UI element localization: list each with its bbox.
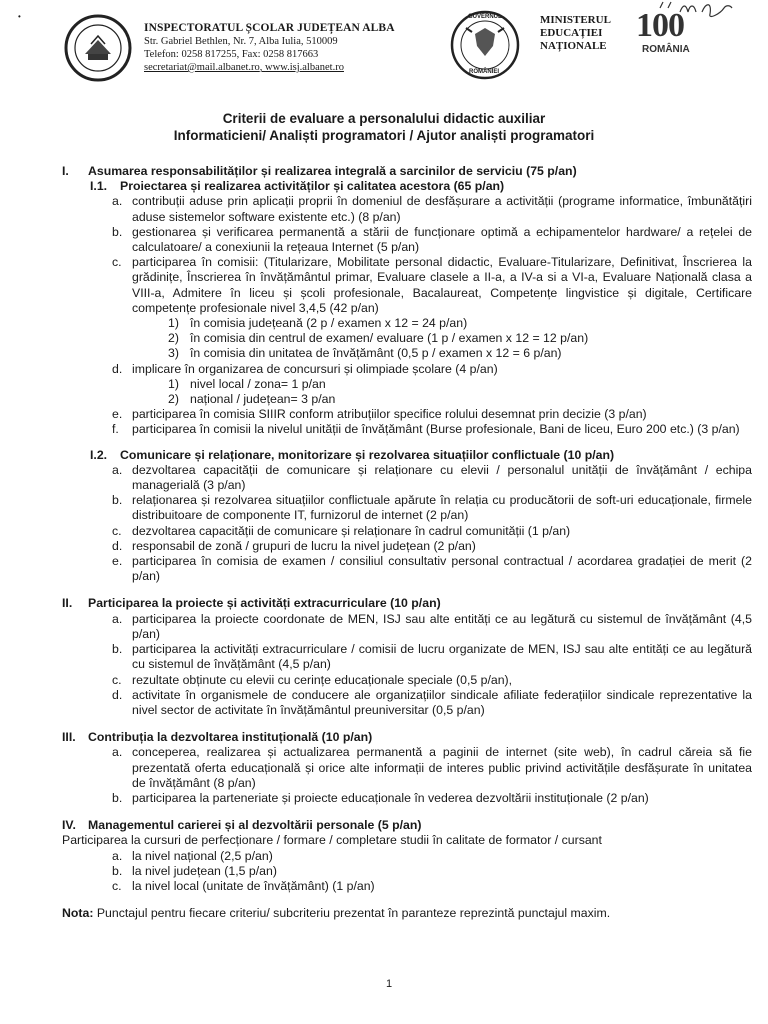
list-item: b. la nivel județean (1,5 p/an) xyxy=(112,863,277,878)
ministry-block xyxy=(540,14,611,53)
list-item: e. participarea în comisia SIIIR conform atribuțiilor specifice rolului desemnat prin decizie (3 p/an) xyxy=(112,407,647,422)
crest-text-bottom: ROMÂNIEI xyxy=(469,69,499,75)
list-item: e. participarea în comisia de examen / consiliul consultativ personal contractual / acordarea gradației de merit (2 p/an) xyxy=(112,554,752,584)
numbered-item: 1) în comisia județeană (2 p / examen x 12 = 24 p/an) xyxy=(168,316,468,331)
section-1-heading: I. Asumarea responsabilităților și realizarea integrală a sarcinilor de serviciu (75 p/an) xyxy=(62,164,577,178)
numbered-item: 2) național / județean= 3 p/an xyxy=(168,392,336,407)
list-item: a. conceperea, realizarea și actualizarea permanentă a paginii de internet (site web), în cadrul căreia să fie prezentată oferta educațională și orice alte informații de interes public privind activitățile desfășurate în unitatea de învățământ (8 p/an) xyxy=(112,745,752,790)
email-link[interactable]: secretariat@mail.albanet.ro xyxy=(144,62,260,73)
list-item: c. la nivel local (unitate de învățământ) (1 p/an) xyxy=(112,878,375,893)
page-number: 1 xyxy=(386,978,393,990)
numbered-item: 2) în comisia din centrul de examen/ evaluare (1 p / examen x 12 = 12 p/an) xyxy=(168,331,589,346)
list-item: d. responsabil de zonă / grupuri de lucru la nivel județean (2 p/an) xyxy=(112,538,476,553)
section-3-heading: III. Contribuția la dezvoltarea instituțională (10 p/an) xyxy=(62,730,373,745)
section-2-heading: II. Participarea la proiecte și activități extracurriculare (10 p/an) xyxy=(62,596,441,611)
list-item: a. participarea la proiecte coordonate de MEN, ISJ sau alte entități ce au legătură cu sistemul de învățământ (4,5 p/an) xyxy=(112,611,752,641)
list-item: d. implicare în organizarea de concursuri și olimpiade școlare (4 p/an) xyxy=(112,361,498,376)
list-item: b. gestionarea și verificarea permanentă a stării de funcționare optimă a echipamentelor hardware/ a rețelei de calculatoare/ a conexiunii la rețeaua Internet (5 p/an) xyxy=(112,224,752,255)
org-name: INSPECTORATUL ȘCOLAR JUDEȚEAN ALBA xyxy=(144,22,395,34)
section-4-intro: Participarea la cursuri de perfecționare / formare / completare studii în calitate de formator / cursant xyxy=(62,833,602,848)
ministry-line-2: EDUCAȚIEI xyxy=(540,27,603,39)
ministry-line-3: NAȚIONALE xyxy=(540,40,607,52)
doc-title-line-2: Informaticieni/ Analiști programatori / Ajutor analiști programatori xyxy=(173,128,595,143)
document-body xyxy=(62,152,752,921)
address: Str. Gabriel Bethlen, Nr. 7, Alba Iulia, 510009 xyxy=(144,36,338,47)
note-text: Punctajul pentru fiecare criteriu/ subcriteriu prezentat în paranteze reprezintă punctajul maxim. xyxy=(96,906,611,921)
crest-text-top: GUVERNUL xyxy=(468,14,502,20)
list-item: a. dezvoltarea capacității de comunicare și relaționare cu elevii / personalul unității de învățământ / echipa managerială (3 p/an) xyxy=(112,462,752,493)
list-item: b. participarea la activități extracurriculare / comisii de lucru organizate de MEN, ISJ sau alte entități ce au legătură cu sistemul de învățământ (4,5 p/an) xyxy=(112,642,752,672)
list-item: a. la nivel național (2,5 p/an) xyxy=(112,848,273,863)
subsection-1-1-heading: I.1. Proiectarea și realizarea activităților și calitatea acestora (65 p/an) xyxy=(90,179,505,194)
list-item: d. activitate în organismele de conducere ale organizațiilor sindicale afiliate federațiilor sindicale reprezentative la nivel sector de activitate în învățământul preuniversitar (0,5 p/an) xyxy=(112,687,752,717)
list-item: c. dezvoltarea capacității de comunicare și relaționare în cadrul comunității (1 p/an) xyxy=(112,523,571,538)
list-item: a. contribuții aduse prin aplicații proprii în domeniul de desfășurare a activității (programe informatice, îmbunătățiri aduse sistemelor software existente etc.) (8 p/an) xyxy=(112,194,752,224)
romania-100-logo xyxy=(636,8,716,68)
list-item: f. participarea în comisii la nivelul unității de învățământ (Burse profesionale, Bani de liceu, Euro 200 etc.) (3 p/an) xyxy=(112,422,740,437)
subsection-1-2-heading: I.2. Comunicare și relaționare, monitorizare și rezolvarea situațiilor conflictuale (10 p/an) xyxy=(90,447,615,462)
website-link[interactable]: www.isj.albanet.ro xyxy=(265,62,344,73)
scan-mark: • xyxy=(18,12,21,21)
numbered-item: 3) în comisia din unitatea de învățământ (0,5 p / examen x 12 = 6 p/an) xyxy=(168,346,562,361)
footnote xyxy=(62,906,752,921)
numbered-item: 1) nivel local / zona= 1 p/an xyxy=(168,376,326,391)
doc-title-line-1: Criterii de evaluare a personalului didactic auxiliar xyxy=(222,111,546,126)
centenary-label: ROMÂNIA xyxy=(642,44,690,55)
isj-alba-logo xyxy=(64,14,132,82)
ministry-line-1: MINISTERUL xyxy=(540,14,611,26)
header-block: INSPECTORATUL ȘCOLAR JUDEȚEAN ALBA Str. Gabriel Bethlen, Nr. 7, Alba Iulia, 510009 Telefon: 0258 817255, Fax: 0258 817663 secretariat@mail.albanet.ro, www.isj.albanet.ro xyxy=(144,22,395,73)
government-crest xyxy=(450,10,520,80)
list-item: c. participarea în comisii: (Titularizare, Mobilitate personal didactic, Evaluare-Titularizare, Definitivat, Înscrierea la grădinițe, Înscrierea în învățământul primar, Evaluare clasele a II-a, a IV-a si a VI-a, Evaluare Națională clasa a VIII-a, Admitere în liceu și școli profesionale, Bacalaureat, Competențe lingvistice și digitale, Certificare competențe profesionale nivel 3,4,5 (42 p/an) xyxy=(112,255,752,315)
list-item: c. rezultate obținute cu elevii cu cerințe educaționale speciale (0,5 p/an), xyxy=(112,672,513,687)
centenary-number: 100 xyxy=(636,7,684,44)
section-4-heading: IV. Managementul carierei și al dezvoltării personale (5 p/an) xyxy=(62,818,422,833)
list-item: b. participarea la parteneriate și proiecte educaționale în vederea dezvoltării instituționale (2 p/an) xyxy=(112,790,649,805)
note-label: Nota: xyxy=(62,906,94,921)
list-item: b. relaționarea și rezolvarea situațiilor conflictuale apărute în relația cu producătorii de soft-uri educaționale, firmele distribuitoare de componente IT, furnizorul de internet (2 p/an) xyxy=(112,493,752,523)
phone-fax: Telefon: 0258 817255, Fax: 0258 817663 xyxy=(144,49,319,60)
